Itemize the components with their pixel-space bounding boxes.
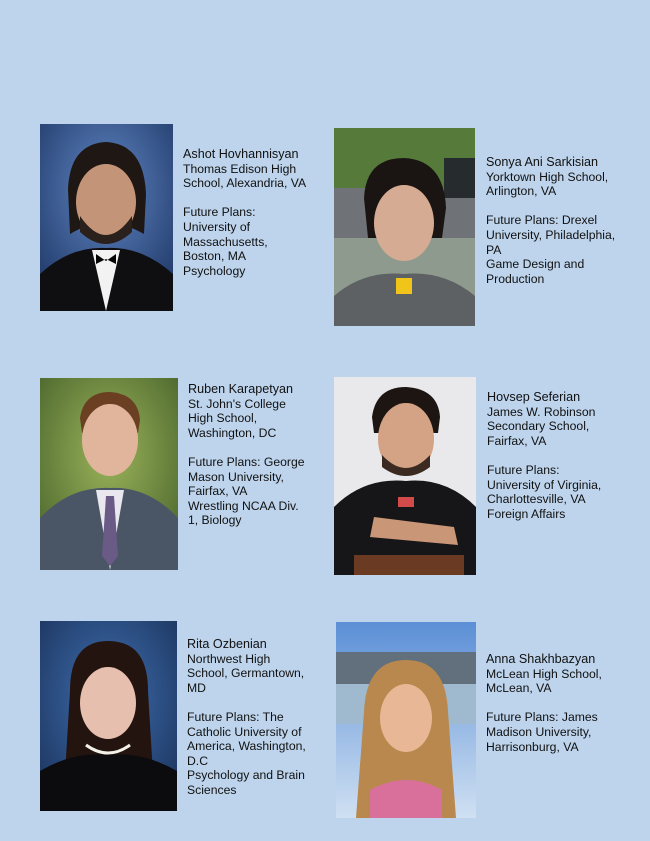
future-plans-heading: Future Plans: Drexel [486,213,598,228]
future-plans-field: Game Design and Production [486,257,585,286]
future-plans-university: Catholic University of America, Washington, D.C [187,724,306,768]
future-plans-field: Wrestling NCAA Div. 1, Biology [188,498,299,528]
student-name: Hovsep Seferian [487,390,581,404]
future-plans-university: University of Massachusetts, Boston, MA [183,219,268,264]
student-school: McLean High School, McLean, VA [486,666,602,696]
student-school: Yorktown High School, Arlington, VA [486,169,609,199]
future-plans-heading: Future Plans: [487,462,560,477]
future-plans-university: Mason University, Fairfax, VA [188,469,284,499]
student-photo [40,621,177,811]
future-plans-field: Psychology and Brain Sciences [187,768,305,797]
student-school: St. John's College High School, Washington, DC [188,396,286,440]
student-school: James W. Robinson Secondary School, Fairfax, VA [487,404,596,448]
future-plans-university: University, Philadelphia, PA [486,227,616,257]
future-plans-heading: Future Plans: The [187,709,284,724]
student-name: Ashot Hovhannisyan [183,147,299,161]
student-photo [336,622,476,818]
student-name: Ruben Karapetyan [188,382,294,396]
student-photo [334,128,475,326]
future-plans-heading: Future Plans: [183,205,256,220]
future-plans-heading: Future Plans: George [188,454,305,469]
student-school: Thomas Edison High School, Alexandria, VA [183,161,307,191]
student-name: Rita Ozbenian [187,637,267,651]
future-plans-field: Foreign Affairs [487,506,566,521]
student-name: Sonya Ani Sarkisian [486,155,599,169]
student-school: Northwest High School, Germantown, MD [187,651,305,695]
future-plans-university: University of Virginia, Charlottesville, VA [487,477,602,507]
future-plans-university: Madison University, Harrisonburg, VA [486,724,592,754]
future-plans-field: Psychology [183,263,246,278]
student-photo [40,124,173,311]
student-photo [334,377,476,575]
future-plans-heading: Future Plans: James [486,710,598,725]
student-photo [40,378,178,570]
student-name: Anna Shakhbazyan [486,652,596,666]
